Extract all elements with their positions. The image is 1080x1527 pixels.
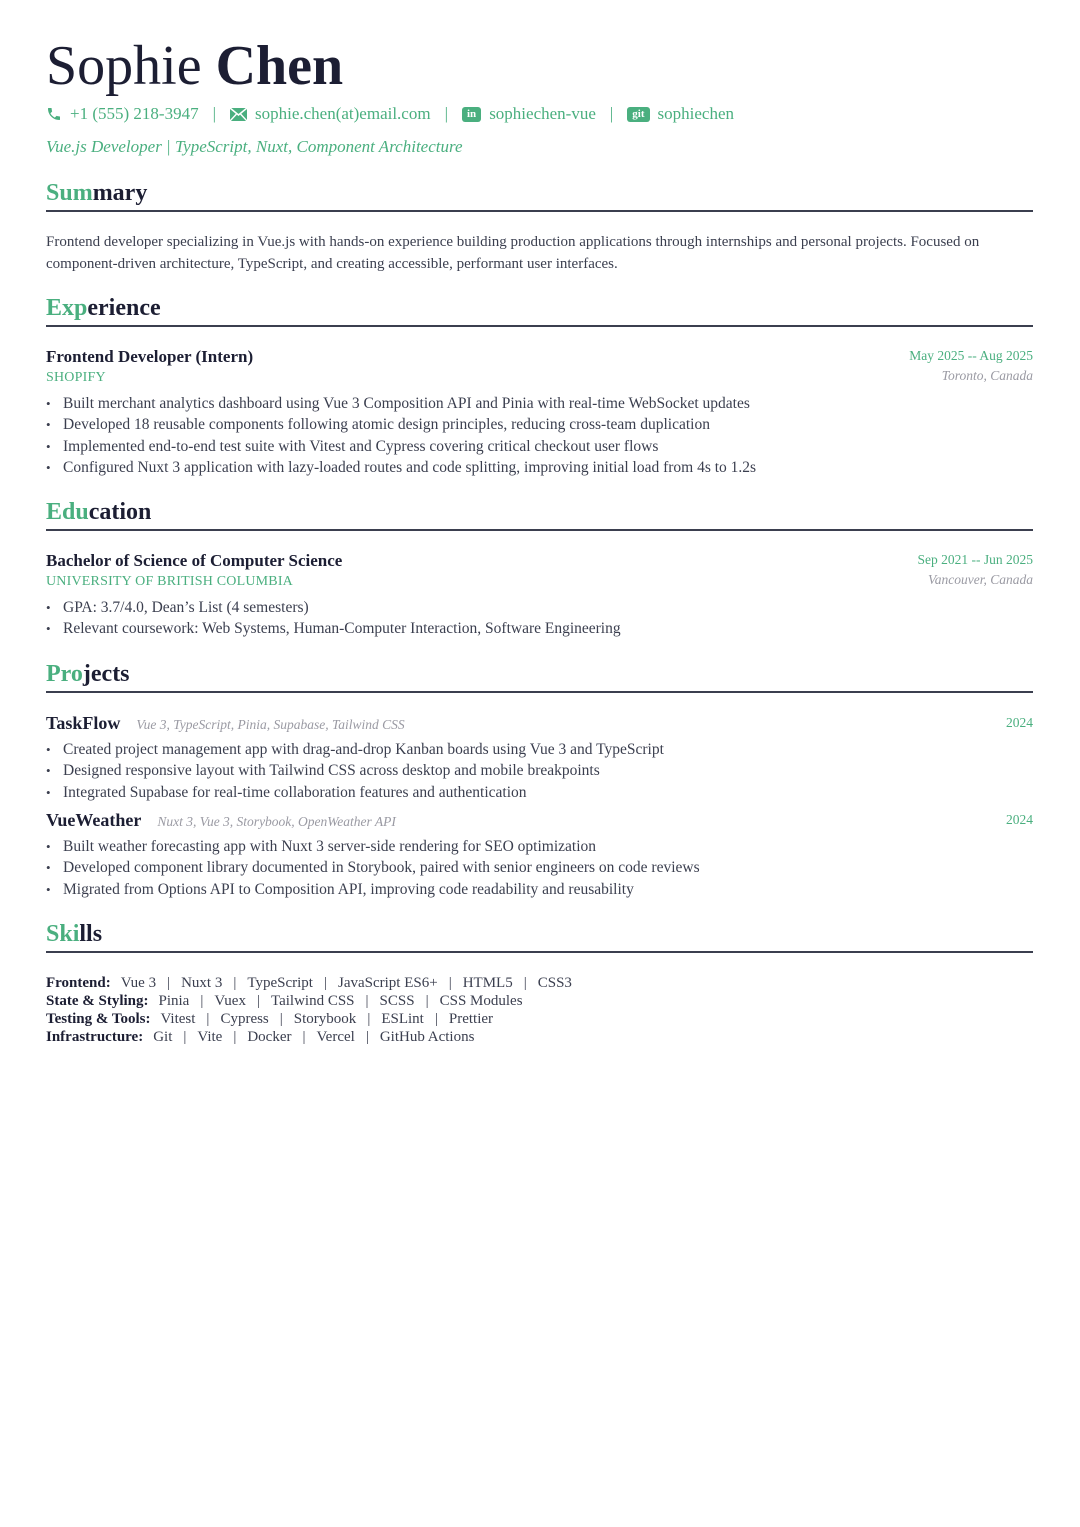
company-name: SHOPIFY: [46, 370, 106, 385]
list-item: • GPA: 3.7/4.0, Dean’s List (4 semesters): [46, 597, 1033, 618]
last-name: Chen: [215, 35, 344, 97]
job-title: Frontend Developer (Intern): [46, 347, 254, 366]
list-item: • Designed responsive layout with Tailwind CSS across desktop and mobile breakpoints: [46, 760, 1033, 781]
skills-list: [46, 974, 572, 1046]
project-bullets: [46, 836, 1033, 900]
section-title-skills: Skills: [46, 919, 1033, 953]
list-item: • Built weather forecasting app with Nuxt 3 server-side rendering for SEO optimization: [46, 836, 1033, 857]
project-name: VueWeather: [46, 810, 142, 830]
skill-row-infrastructure: Infrastructure: Git | Vite | Docker | Vercel | GitHub Actions: [46, 1029, 475, 1045]
github-icon: git: [627, 107, 649, 122]
project-year: 2024: [1006, 812, 1033, 827]
tagline: Vue.js Developer | TypeScript, Nuxt, Component Architecture: [46, 137, 463, 156]
education-date: Sep 2021 -- Jun 2025: [917, 552, 1033, 567]
skill-row-testing-tools: Testing & Tools: Vitest | Cypress | Storybook | ESLint | Prettier: [46, 1011, 494, 1027]
candidate-name: [46, 34, 343, 98]
list-item: • Migrated from Options API to Composition API, improving code readability and reusability: [46, 879, 1033, 900]
education-bullets: [46, 597, 1033, 640]
section-title-education: Education: [46, 497, 1033, 531]
list-item: • Developed 18 reusable components following atomic design principles, reducing cross-team duplication: [46, 414, 1033, 435]
phone-icon: [46, 106, 62, 122]
list-item: • Implemented end-to-end test suite with Vitest and Cypress covering critical checkout user flows: [46, 436, 1033, 457]
separator: |: [212, 104, 216, 123]
separator: |: [444, 104, 448, 123]
first-name: Sophie: [46, 35, 202, 97]
project-tech: Nuxt 3, Vue 3, Storybook, OpenWeather API: [157, 814, 396, 829]
degree-title: Bachelor of Science of Computer Science: [46, 551, 343, 570]
skill-row-state-styling: State & Styling: Pinia | Vuex | Tailwind CSS | SCSS | CSS Modules: [46, 993, 523, 1009]
section-title-summary: Summary: [46, 178, 1033, 212]
phone-link[interactable]: +1 (555) 218-3947: [70, 104, 199, 123]
separator: |: [609, 104, 614, 123]
list-item: • Developed component library documented in Storybook, paired with senior engineers on code reviews: [46, 857, 1033, 878]
project-bullets: [46, 739, 1033, 803]
linkedin-link[interactable]: sophiechen-vue: [489, 104, 596, 123]
skill-row-frontend: Frontend: Vue 3 | Nuxt 3 | TypeScript | JavaScript ES6+ | HTML5 | CSS3: [46, 975, 572, 991]
job-date: May 2025 -- Aug 2025: [909, 348, 1033, 363]
project-year: 2024: [1006, 715, 1033, 730]
section-title-experience: Experience: [46, 293, 1033, 327]
project-header: [46, 713, 405, 734]
list-item: • Integrated Supabase for real-time collaboration features and authentication: [46, 782, 1033, 803]
project-header: [46, 810, 396, 831]
section-title-projects: Projects: [46, 659, 1033, 693]
education-location: Vancouver, Canada: [928, 572, 1033, 587]
school-name: UNIVERSITY OF BRITISH COLUMBIA: [46, 574, 293, 589]
list-item: • Configured Nuxt 3 application with lazy-loaded routes and code splitting, improving initial load from 4s to 1.2s: [46, 457, 1033, 478]
project-tech: Vue 3, TypeScript, Pinia, Supabase, Tailwind CSS: [136, 717, 405, 732]
email-link[interactable]: sophie.chen(at)email.com: [254, 104, 431, 123]
list-item: • Created project management app with drag-and-drop Kanban boards using Vue 3 and TypeScript: [46, 739, 1033, 760]
job-bullets: [46, 393, 1033, 478]
list-item: • Relevant coursework: Web Systems, Human-Computer Interaction, Software Engineering: [46, 618, 1033, 639]
github-link[interactable]: sophiechen: [657, 104, 734, 123]
list-item: • Built merchant analytics dashboard using Vue 3 Composition API and Pinia with real-time WebSocket updates: [46, 393, 1033, 414]
contact-line: [46, 103, 734, 125]
project-name: TaskFlow: [46, 713, 121, 733]
summary-text: Frontend developer specializing in Vue.js with hands-on experience building production applications through internships and personal projects. Focused on component-driven architecture, TypeScript, and creating accessible, performant user interfaces.: [46, 234, 980, 272]
linkedin-icon: in: [462, 107, 481, 122]
email-icon: [230, 108, 247, 121]
job-location: Toronto, Canada: [941, 368, 1033, 383]
